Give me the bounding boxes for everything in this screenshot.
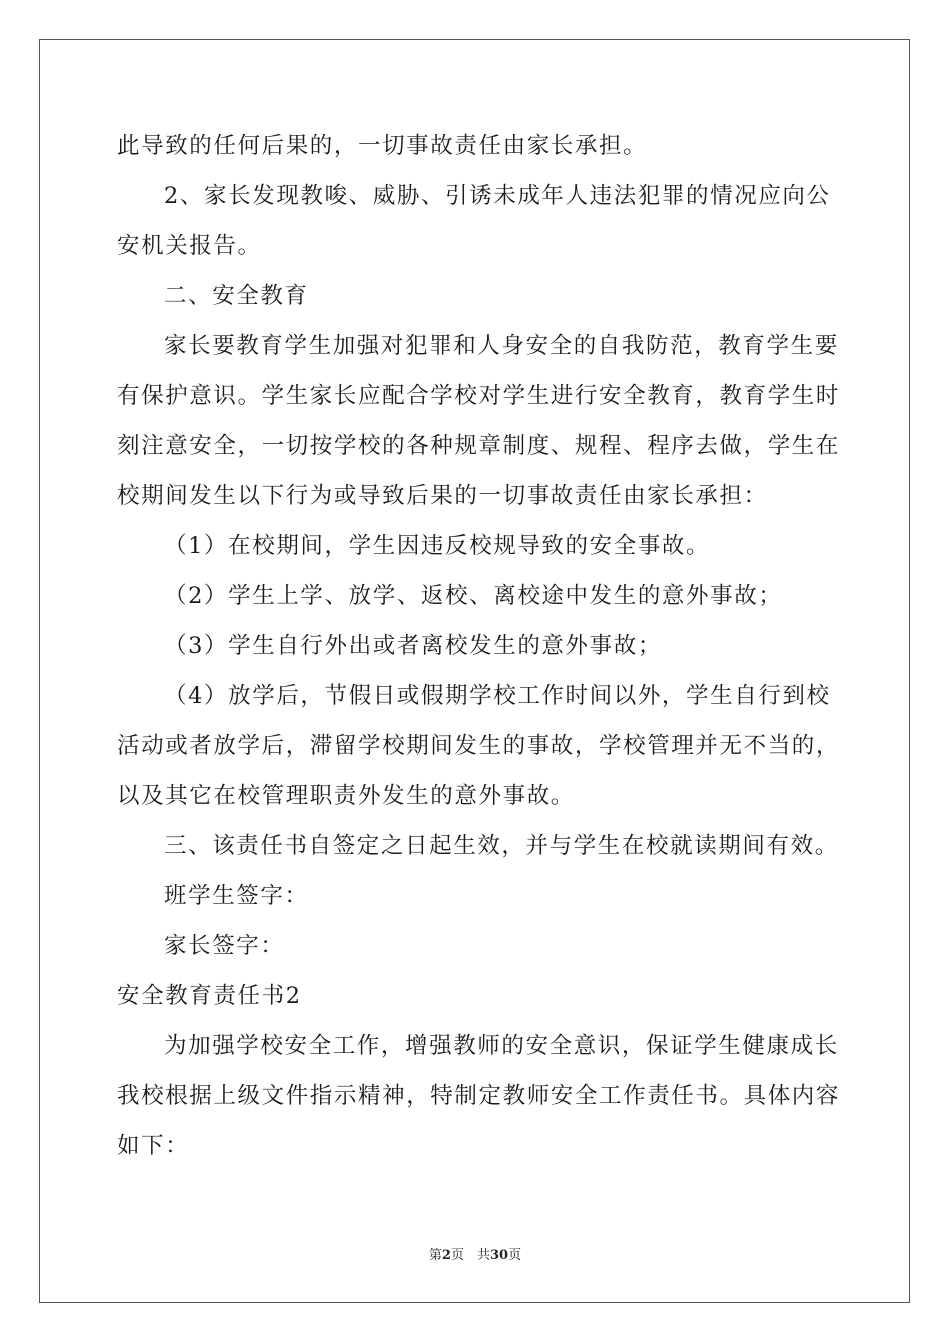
page-total: 30 (489, 1248, 509, 1263)
signature-label-student: 班学生签字： (164, 883, 309, 909)
text-line: 刻注意安全，一切按学校的各种规章制度、规程、程序去做，学生在 (117, 433, 841, 459)
page-prefix: 第 (428, 1248, 442, 1263)
section-heading: 二、安全教育 (164, 283, 309, 309)
text-line: 安机关报告。 (117, 233, 262, 259)
text-line: 2、家长发现教唆、威胁、引诱未成年人违法犯罪的情况应向公 (164, 183, 831, 209)
text-line: 以及其它在校管理职责外发生的意外事故。 (117, 783, 575, 809)
text-line: 有保护意识。学生家长应配合学校对学生进行安全教育，教育学生时 (117, 383, 841, 409)
page-suffix: 页 (508, 1248, 522, 1263)
page-mid: 页 共 (450, 1248, 490, 1263)
text-line: 校期间发生以下行为或导致后果的一切事故责任由家长承担： (117, 483, 768, 509)
text-line: 我校根据上级文件指示精神，特制定教师安全工作责任书。具体内容 (117, 1083, 841, 1109)
page-current: 2 (441, 1248, 451, 1263)
list-item: （4）放学后，节假日或假期学校工作时间以外，学生自行到校 (164, 683, 831, 709)
text-line: 家长要教育学生加强对犯罪和人身安全的自我防范，教育学生要 (164, 333, 839, 359)
section-heading: 三、该责任书自签定之日起生效，并与学生在校就读期间有效。 (164, 833, 839, 859)
signature-label-parent: 家长签字： (164, 933, 285, 959)
text-line: 如下： (117, 1133, 190, 1159)
page-footer (0, 1247, 950, 1265)
list-item: （3）学生自行外出或者离校发生的意外事故； (164, 633, 662, 659)
text-line: 活动或者放学后，滞留学校期间发生的事故，学校管理并无不当的， (117, 733, 841, 759)
text-line: 此导致的任何后果的，一切事故责任由家长承担。 (117, 133, 648, 159)
list-item: （2）学生上学、放学、返校、离校途中发生的意外事故； (164, 583, 783, 609)
document-title: 安全教育责任书2 (117, 983, 302, 1009)
list-item: （1）在校期间，学生因违反校规导致的安全事故。 (164, 533, 711, 559)
text-line: 为加强学校安全工作，增强教师的安全意识，保证学生健康成长 (164, 1033, 839, 1059)
